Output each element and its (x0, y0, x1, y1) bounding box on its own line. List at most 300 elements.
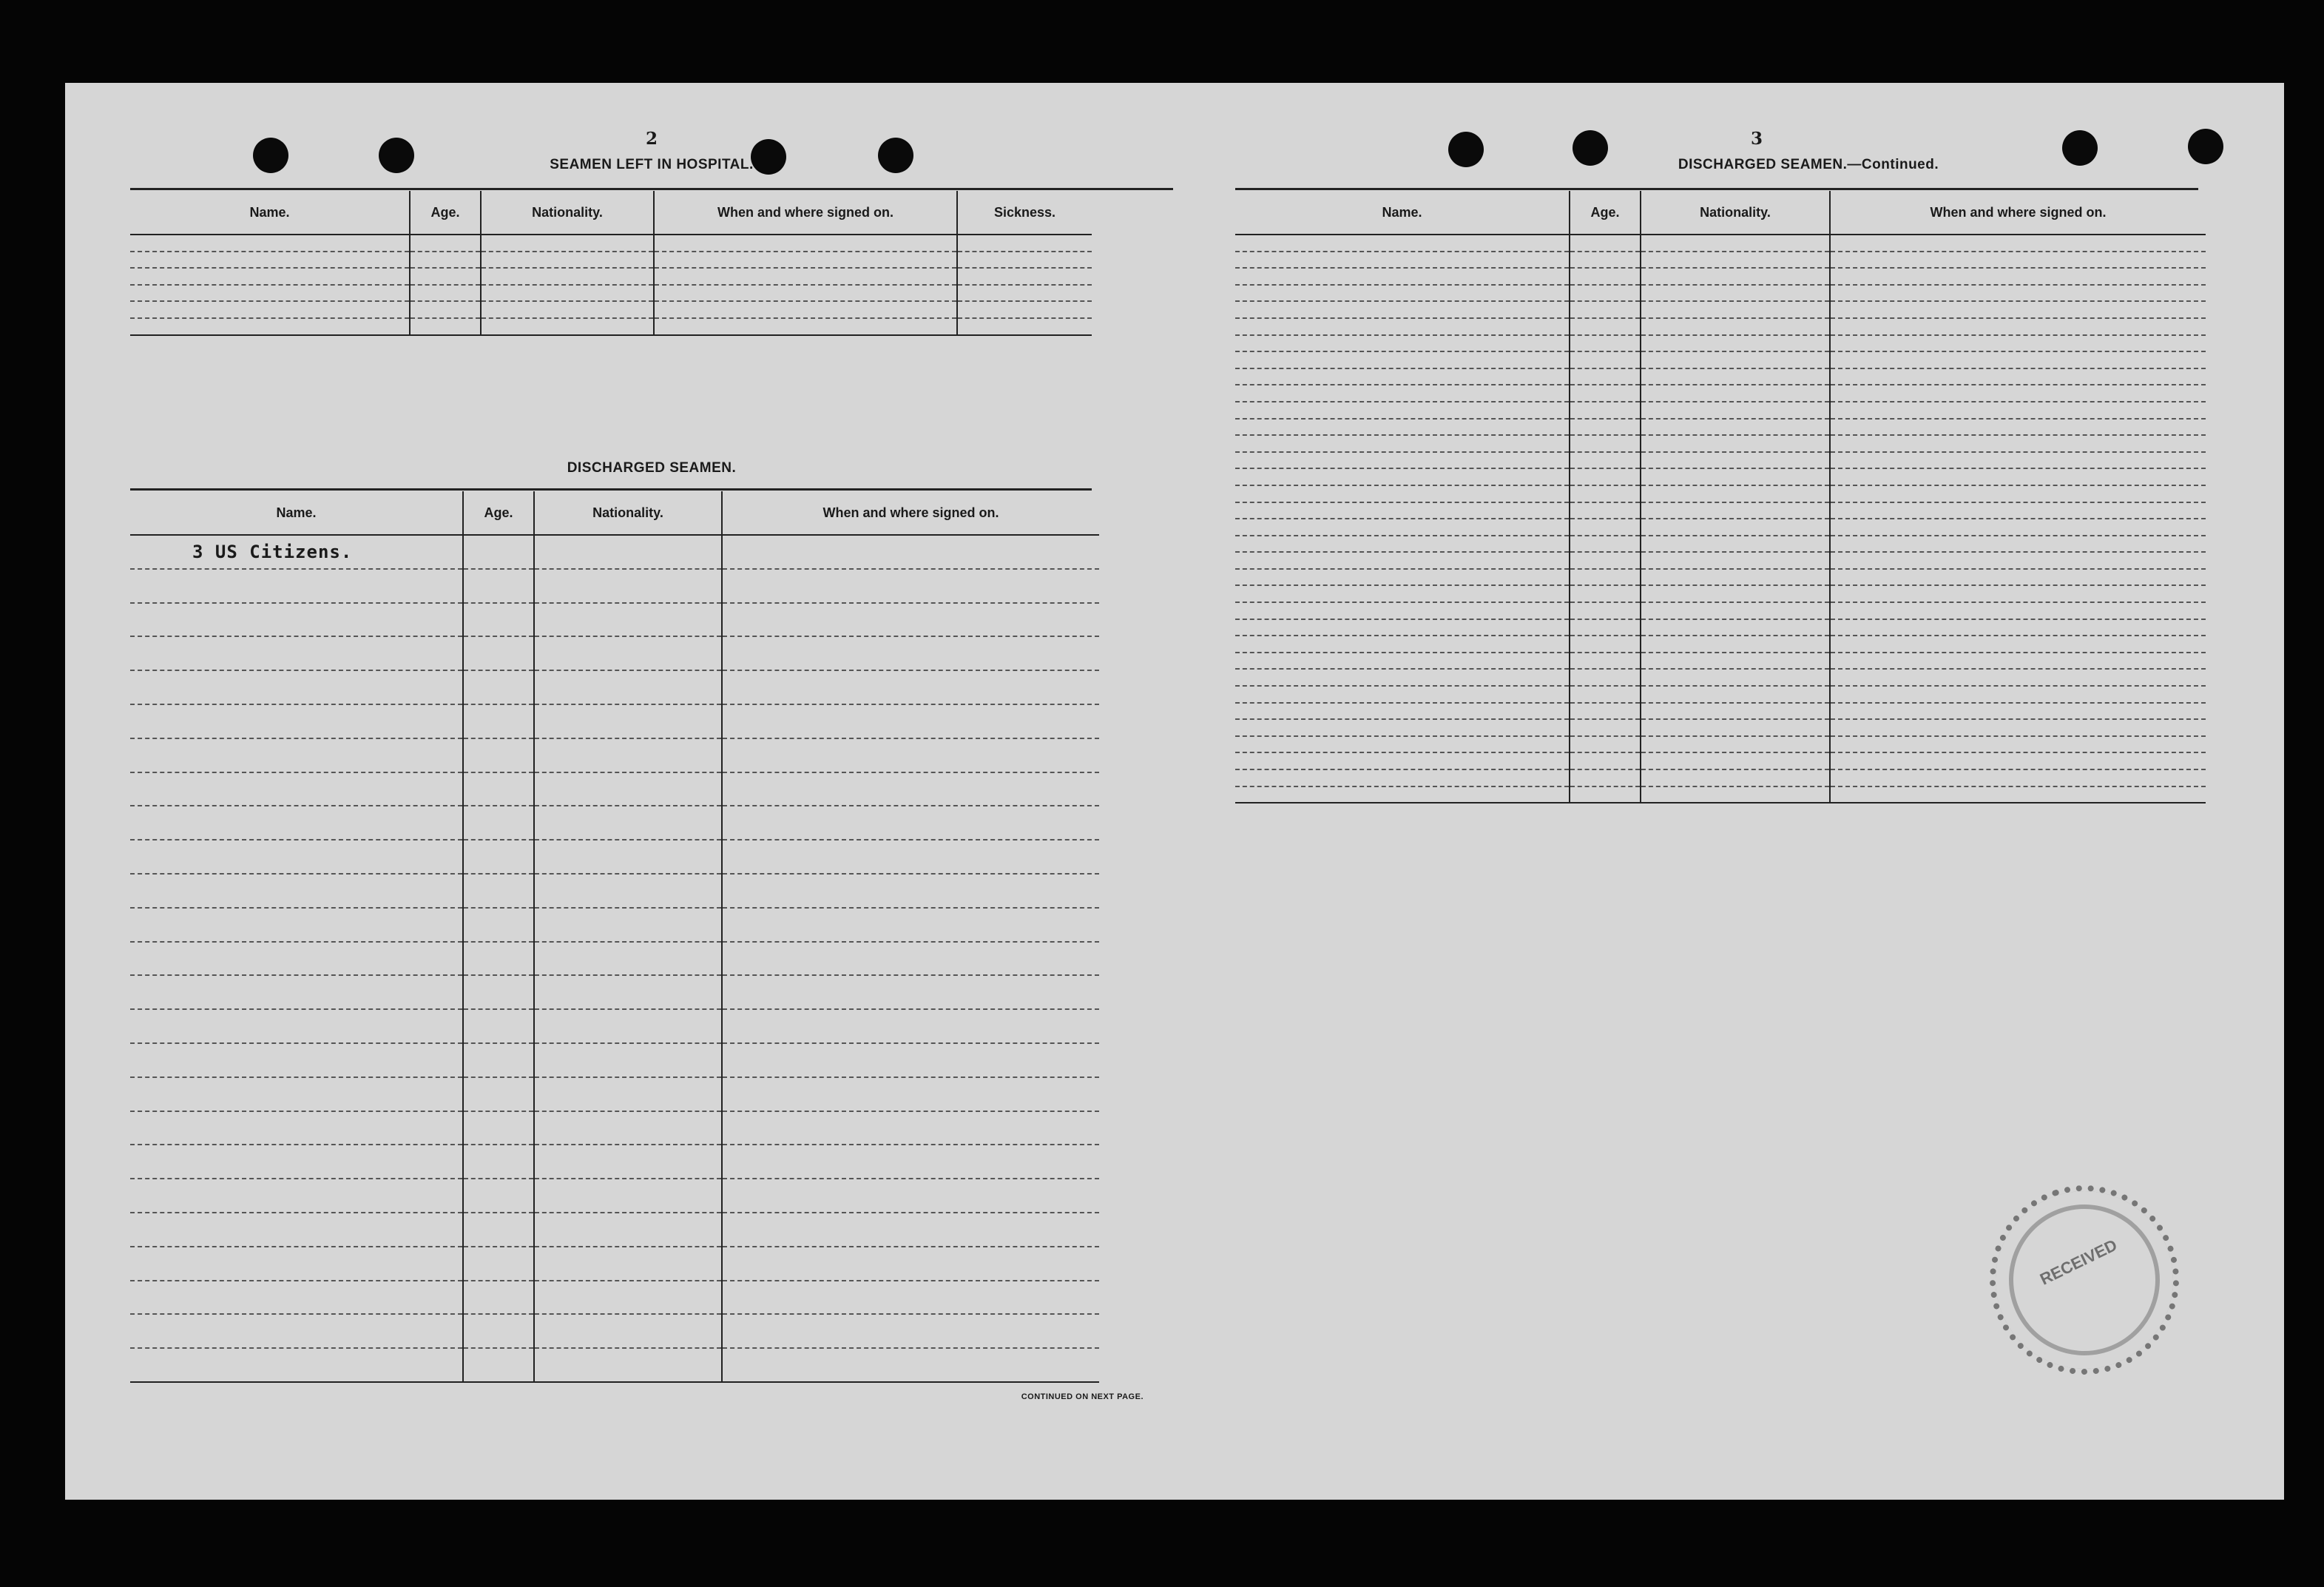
table-cell (654, 252, 957, 269)
table-cell (130, 235, 410, 252)
table-cell (1570, 686, 1641, 703)
table-cell (1235, 351, 1570, 368)
table-cell (1235, 385, 1570, 402)
table-cell (1641, 769, 1830, 786)
table-cell (1570, 602, 1641, 619)
table-cell (1235, 335, 1570, 352)
table-cell (463, 704, 534, 738)
table-row (1235, 602, 2206, 619)
table-cell (1641, 569, 1830, 586)
table-row (130, 603, 1099, 637)
table-cell (1235, 485, 1570, 502)
table-row (130, 636, 1099, 670)
table-cell (534, 1247, 722, 1281)
column-header: Nationality. (534, 491, 722, 535)
table-cell (481, 268, 654, 285)
table-cell (463, 1077, 534, 1111)
table-cell (1830, 719, 2206, 736)
table-row (1235, 235, 2206, 252)
table-cell (1570, 552, 1641, 569)
table-cell (534, 942, 722, 976)
table-cell (1570, 235, 1641, 252)
table-cell (1830, 686, 2206, 703)
table-row (1235, 402, 2206, 419)
table-cell (534, 1009, 722, 1043)
table-row (1235, 636, 2206, 653)
table-cell (722, 806, 1099, 840)
table-row (130, 704, 1099, 738)
table-cell (1570, 636, 1641, 653)
table-row (1235, 419, 2206, 436)
table-row (1235, 502, 2206, 519)
received-stamp (1965, 1161, 2204, 1400)
table-cell (1641, 235, 1830, 252)
table-cell (1235, 452, 1570, 469)
table-cell (722, 874, 1099, 908)
table-cell (534, 738, 722, 772)
table-cell (534, 1213, 722, 1247)
table-cell (534, 1179, 722, 1213)
table-cell (1641, 252, 1830, 269)
table-cell (654, 301, 957, 318)
table-row (130, 874, 1099, 908)
table-row (130, 840, 1099, 874)
table-cell (1235, 786, 1570, 803)
table-row (130, 1111, 1099, 1145)
table-row (1235, 301, 2206, 318)
table-cell (1641, 752, 1830, 769)
table-cell (1830, 569, 2206, 586)
table-cell (534, 1043, 722, 1077)
table-cell (1235, 686, 1570, 703)
column-header: Name. (130, 491, 463, 535)
table-cell (1235, 569, 1570, 586)
table-cell (1830, 786, 2206, 803)
table-cell (1830, 602, 2206, 619)
table-cell (1641, 719, 1830, 736)
hospital-section-title: SEAMEN LEFT IN HOSPITAL. (550, 157, 754, 172)
table-cell (1570, 435, 1641, 452)
column-header: Age. (463, 491, 534, 535)
table-cell (463, 840, 534, 874)
table-row (130, 772, 1099, 806)
table-cell (463, 1314, 534, 1348)
table-cell (534, 1314, 722, 1348)
table-cell (1830, 502, 2206, 519)
table-cell (1641, 703, 1830, 720)
table-cell (130, 772, 463, 806)
table-row (130, 1247, 1099, 1281)
table-cell (463, 1281, 534, 1315)
table-cell (130, 908, 463, 942)
table-cell (722, 738, 1099, 772)
table-cell (1570, 468, 1641, 485)
table-cell (130, 268, 410, 285)
table-cell (1641, 502, 1830, 519)
table-cell (722, 1179, 1099, 1213)
table-row (1235, 435, 2206, 452)
table-cell (130, 1179, 463, 1213)
table-cell (1830, 235, 2206, 252)
table-cell (1235, 435, 1570, 452)
table-cell (1235, 703, 1570, 720)
column-header: Nationality. (1641, 191, 1830, 235)
table-cell (534, 1348, 722, 1382)
discharged-continued-table (1235, 191, 2206, 803)
table-cell (1235, 536, 1570, 553)
table-cell (463, 806, 534, 840)
table-cell (1235, 268, 1570, 285)
column-header: Age. (410, 191, 481, 235)
table-cell (654, 318, 957, 335)
table-cell (463, 975, 534, 1009)
table-cell (1570, 402, 1641, 419)
table-cell (1235, 585, 1570, 602)
table-cell (1570, 502, 1641, 519)
table-row (130, 1281, 1099, 1315)
table-row (1235, 468, 2206, 485)
table-row (130, 1009, 1099, 1043)
table-cell (722, 603, 1099, 637)
table-cell (410, 268, 481, 285)
discharged-continued-title: DISCHARGED SEAMEN.—Continued. (1678, 157, 1939, 172)
table-cell (463, 1145, 534, 1179)
table-cell (463, 569, 534, 603)
table-cell (1641, 619, 1830, 636)
table-cell (463, 942, 534, 976)
table-cell (130, 1213, 463, 1247)
table-cell (534, 1145, 722, 1179)
table-cell (463, 738, 534, 772)
table-cell (481, 252, 654, 269)
table-cell (654, 285, 957, 302)
table-row (1235, 519, 2206, 536)
table-cell (957, 235, 1092, 252)
divider (130, 488, 1092, 491)
table-cell (1235, 318, 1570, 335)
table-cell (130, 603, 463, 637)
table-cell (481, 235, 654, 252)
table-cell (1235, 519, 1570, 536)
table-cell (130, 252, 410, 269)
table-row (1235, 686, 2206, 703)
table-row (1235, 285, 2206, 302)
table-cell (1641, 485, 1830, 502)
table-cell (130, 942, 463, 976)
table-cell (1235, 719, 1570, 736)
divider (1235, 188, 2198, 190)
table-row (1235, 552, 2206, 569)
table-cell (722, 840, 1099, 874)
table-cell (1830, 435, 2206, 452)
column-header: When and where signed on. (1830, 191, 2206, 235)
table-cell (1830, 285, 2206, 302)
table-cell (1570, 786, 1641, 803)
table-row (130, 301, 1092, 318)
table-cell (1641, 636, 1830, 653)
column-header: Name. (130, 191, 410, 235)
table-row (130, 535, 1099, 569)
column-header: Age. (1570, 191, 1641, 235)
table-cell (1235, 552, 1570, 569)
table-cell (1641, 653, 1830, 670)
table-cell (1570, 653, 1641, 670)
table-cell (534, 569, 722, 603)
table-cell (1641, 736, 1830, 753)
table-cell (722, 636, 1099, 670)
table-cell (1570, 368, 1641, 385)
table-cell (1641, 301, 1830, 318)
table-row (1235, 536, 2206, 553)
table-cell (1235, 619, 1570, 636)
hospital-table (130, 191, 1092, 336)
table-cell (130, 806, 463, 840)
table-cell (130, 738, 463, 772)
table-cell (1830, 669, 2206, 686)
table-cell (1235, 669, 1570, 686)
table-row (130, 268, 1092, 285)
table-cell (130, 975, 463, 1009)
table-row (1235, 385, 2206, 402)
column-header: Name. (1235, 191, 1570, 235)
table-cell (1570, 268, 1641, 285)
table-cell (722, 1077, 1099, 1111)
table-cell (957, 301, 1092, 318)
table-cell (1830, 402, 2206, 419)
table-cell (722, 1314, 1099, 1348)
table-cell (130, 1043, 463, 1077)
table-row (1235, 335, 2206, 352)
table-cell (534, 772, 722, 806)
table-row (130, 285, 1092, 302)
table-cell (463, 1111, 534, 1145)
table-cell (130, 1145, 463, 1179)
table-cell (957, 285, 1092, 302)
table-row (1235, 268, 2206, 285)
table-cell (1235, 252, 1570, 269)
table-cell (130, 704, 463, 738)
table-row (130, 252, 1092, 269)
table-cell (463, 1043, 534, 1077)
table-cell (1641, 536, 1830, 553)
table-cell (722, 1348, 1099, 1382)
table-cell (1641, 285, 1830, 302)
table-cell (534, 908, 722, 942)
table-cell (130, 874, 463, 908)
table-cell (1235, 468, 1570, 485)
table-cell (1570, 485, 1641, 502)
table-cell (1641, 552, 1830, 569)
table-cell (1235, 769, 1570, 786)
table-cell (1830, 468, 2206, 485)
table-cell (130, 670, 463, 704)
discharged-table (130, 491, 1099, 1383)
table-row (130, 569, 1099, 603)
table-cell (1570, 301, 1641, 318)
table-cell (410, 318, 481, 335)
table-cell (1830, 519, 2206, 536)
table-cell (534, 975, 722, 1009)
table-cell (1641, 385, 1830, 402)
table-row (1235, 569, 2206, 586)
table-cell (1235, 301, 1570, 318)
table-cell (463, 1179, 534, 1213)
table-cell (1641, 585, 1830, 602)
table-cell (534, 806, 722, 840)
table-cell (722, 1145, 1099, 1179)
table-cell (463, 1247, 534, 1281)
continued-note: CONTINUED ON NEXT PAGE. (1021, 1392, 1144, 1401)
table-cell (1235, 752, 1570, 769)
table-cell (130, 1314, 463, 1348)
table-cell (1570, 285, 1641, 302)
table-row (1235, 619, 2206, 636)
table-cell (1641, 686, 1830, 703)
table-cell (1830, 368, 2206, 385)
table-cell (1570, 351, 1641, 368)
table-cell (463, 535, 534, 569)
column-header: When and where signed on. (654, 191, 957, 235)
table-cell (130, 636, 463, 670)
table-cell (130, 569, 463, 603)
table-cell (1570, 703, 1641, 720)
table-cell (1570, 318, 1641, 335)
table-cell (722, 908, 1099, 942)
table-cell (463, 772, 534, 806)
table-cell (130, 1111, 463, 1145)
table-cell (957, 318, 1092, 335)
table-cell (463, 1213, 534, 1247)
table-cell (722, 772, 1099, 806)
table-cell (130, 1009, 463, 1043)
table-cell (722, 1281, 1099, 1315)
page-number: 3 (1750, 129, 1763, 149)
document-sheet (65, 83, 2284, 1500)
table-cell (722, 942, 1099, 976)
table-row (1235, 452, 2206, 469)
table-cell (1830, 736, 2206, 753)
table-cell: 3 US Citizens. (130, 535, 463, 569)
table-cell (1570, 335, 1641, 352)
table-cell (1641, 335, 1830, 352)
table-row (1235, 752, 2206, 769)
table-cell (1830, 252, 2206, 269)
table-cell (1830, 703, 2206, 720)
table-cell (1641, 351, 1830, 368)
table-cell (1570, 419, 1641, 436)
table-cell (1570, 736, 1641, 753)
table-cell (1570, 252, 1641, 269)
table-cell (481, 301, 654, 318)
table-cell (1830, 536, 2206, 553)
table-row (130, 806, 1099, 840)
table-cell (722, 1009, 1099, 1043)
table-cell (130, 840, 463, 874)
table-row (1235, 786, 2206, 803)
table-cell (1570, 585, 1641, 602)
table-cell (1235, 235, 1570, 252)
table-cell (130, 301, 410, 318)
table-cell (1641, 402, 1830, 419)
table-cell (1830, 636, 2206, 653)
discharged-section-title: DISCHARGED SEAMEN. (567, 460, 737, 476)
table-cell (534, 1281, 722, 1315)
table-row (1235, 669, 2206, 686)
table-cell (1570, 536, 1641, 553)
table-cell (1235, 368, 1570, 385)
table-cell (1570, 619, 1641, 636)
table-cell (1235, 402, 1570, 419)
table-row (130, 1145, 1099, 1179)
table-row (130, 1179, 1099, 1213)
table-cell (130, 1281, 463, 1315)
table-cell (1570, 519, 1641, 536)
table-cell (722, 535, 1099, 569)
table-cell (1830, 752, 2206, 769)
table-row (1235, 585, 2206, 602)
column-header: Nationality. (481, 191, 654, 235)
table-cell (1641, 452, 1830, 469)
table-cell (1235, 653, 1570, 670)
table-cell (463, 908, 534, 942)
table-cell (1830, 335, 2206, 352)
table-cell (722, 670, 1099, 704)
table-cell (1570, 452, 1641, 469)
table-row (130, 738, 1099, 772)
table-cell (1830, 485, 2206, 502)
table-cell (130, 318, 410, 335)
table-cell (481, 285, 654, 302)
table-cell (1830, 653, 2206, 670)
table-row (1235, 252, 2206, 269)
table-row (1235, 719, 2206, 736)
table-cell (654, 268, 957, 285)
table-row (130, 908, 1099, 942)
page-number: 2 (645, 129, 658, 149)
table-row (1235, 653, 2206, 670)
table-row (130, 1043, 1099, 1077)
table-row (1235, 485, 2206, 502)
table-cell (1570, 669, 1641, 686)
table-cell (1570, 385, 1641, 402)
table-cell (410, 285, 481, 302)
table-cell (463, 636, 534, 670)
table-cell (1570, 569, 1641, 586)
table-cell (722, 704, 1099, 738)
table-cell (1641, 318, 1830, 335)
table-cell (1235, 419, 1570, 436)
table-cell (1830, 585, 2206, 602)
table-cell (410, 235, 481, 252)
table-cell (534, 603, 722, 637)
table-cell (1830, 301, 2206, 318)
table-row (130, 235, 1092, 252)
table-cell (534, 1077, 722, 1111)
table-cell (1830, 385, 2206, 402)
table-cell (1830, 268, 2206, 285)
table-cell (1641, 602, 1830, 619)
table-row (130, 942, 1099, 976)
table-cell (463, 1348, 534, 1382)
table-cell (722, 1247, 1099, 1281)
table-cell (1830, 452, 2206, 469)
table-row (130, 1348, 1099, 1382)
table-cell (1641, 786, 1830, 803)
table-cell (534, 636, 722, 670)
table-cell (1641, 468, 1830, 485)
table-cell (1235, 502, 1570, 519)
table-row (130, 1077, 1099, 1111)
